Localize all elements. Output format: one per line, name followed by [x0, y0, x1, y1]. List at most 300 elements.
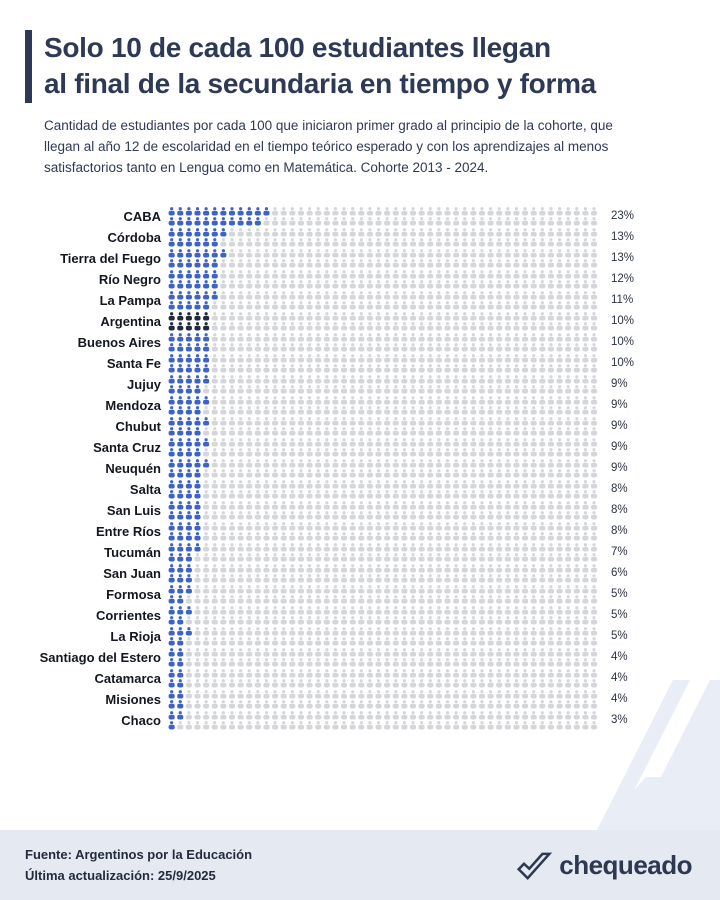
- person-icon: [393, 333, 399, 341]
- person-icon: [281, 637, 287, 645]
- person-icon: [470, 564, 476, 572]
- person-icon: [358, 291, 364, 299]
- person-icon: [203, 490, 209, 498]
- person-icon: [307, 312, 313, 320]
- person-icon: [375, 679, 381, 687]
- person-icon: [324, 616, 330, 624]
- person-icon: [488, 217, 494, 225]
- person-icon: [186, 333, 192, 341]
- person-icon: [531, 627, 537, 635]
- person-icon: [556, 574, 562, 582]
- person-icon: [488, 459, 494, 467]
- person-icon: [479, 459, 485, 467]
- person-icon: [522, 511, 528, 519]
- person-icon: [401, 627, 407, 635]
- person-icon: [212, 711, 218, 719]
- person-icon: [574, 637, 580, 645]
- person-icon: [272, 459, 278, 467]
- person-icon: [565, 291, 571, 299]
- person-icon: [246, 207, 252, 215]
- person-icon: [298, 301, 304, 309]
- person-icon: [539, 228, 545, 236]
- person-icon: [272, 585, 278, 593]
- person-icon: [263, 354, 269, 362]
- percentage-label: 4%: [611, 693, 628, 706]
- person-icon: [238, 658, 244, 666]
- person-icon: [350, 574, 356, 582]
- person-icon: [358, 375, 364, 383]
- person-icon: [513, 333, 519, 341]
- person-icon: [315, 259, 321, 267]
- person-icon: [384, 291, 390, 299]
- person-icon: [194, 459, 200, 467]
- person-icon: [591, 312, 597, 320]
- person-icon: [263, 343, 269, 351]
- person-icon: [272, 312, 278, 320]
- person-icon: [548, 658, 554, 666]
- person-icon: [246, 343, 252, 351]
- person-icon: [410, 322, 416, 330]
- person-icon: [367, 417, 373, 425]
- person-icon: [462, 438, 468, 446]
- person-icon: [263, 228, 269, 236]
- person-icon: [298, 238, 304, 246]
- person-icon: [315, 648, 321, 656]
- person-icon: [229, 396, 235, 404]
- person-icon: [462, 627, 468, 635]
- percentage-label: 6%: [611, 567, 628, 580]
- person-icon: [229, 648, 235, 656]
- person-icon: [531, 501, 537, 509]
- person-icon: [220, 574, 226, 582]
- person-icon: [539, 480, 545, 488]
- person-icon: [281, 501, 287, 509]
- person-icon: [522, 343, 528, 351]
- person-icon: [531, 532, 537, 540]
- province-label: San Luis: [106, 502, 161, 518]
- person-icon: [496, 658, 502, 666]
- person-icon: [427, 217, 433, 225]
- person-icon: [332, 375, 338, 383]
- person-icon: [229, 427, 235, 435]
- person-icon: [488, 648, 494, 656]
- person-icon: [531, 228, 537, 236]
- person-icon: [488, 469, 494, 477]
- person-icon: [393, 438, 399, 446]
- person-icon: [462, 616, 468, 624]
- person-icon: [289, 679, 295, 687]
- person-icon: [177, 721, 183, 729]
- person-icon: [220, 553, 226, 561]
- person-icon: [358, 711, 364, 719]
- person-icon: [591, 564, 597, 572]
- person-icon: [574, 648, 580, 656]
- person-icon: [298, 690, 304, 698]
- person-icon: [246, 606, 252, 614]
- person-icon: [462, 259, 468, 267]
- person-icon: [350, 375, 356, 383]
- person-icon: [488, 721, 494, 729]
- person-icon: [574, 606, 580, 614]
- person-icon: [496, 280, 502, 288]
- person-icon: [194, 585, 200, 593]
- person-icon: [238, 406, 244, 414]
- person-icon: [281, 228, 287, 236]
- person-icon: [375, 364, 381, 372]
- person-icon: [203, 553, 209, 561]
- person-icon: [384, 648, 390, 656]
- person-icon: [488, 553, 494, 561]
- person-icon: [427, 606, 433, 614]
- pictogram-row-icons: [168, 585, 599, 604]
- person-icon: [419, 721, 425, 729]
- person-icon: [444, 711, 450, 719]
- person-icon: [332, 511, 338, 519]
- person-icon: [246, 322, 252, 330]
- province-label: Santa Fe: [106, 355, 161, 371]
- person-icon: [307, 238, 313, 246]
- person-icon: [470, 259, 476, 267]
- person-icon: [444, 700, 450, 708]
- person-icon: [436, 343, 442, 351]
- person-icon: [238, 543, 244, 551]
- person-icon: [332, 406, 338, 414]
- person-icon: [358, 364, 364, 372]
- person-icon: [358, 427, 364, 435]
- person-icon: [246, 669, 252, 677]
- person-icon: [479, 396, 485, 404]
- person-icon: [384, 280, 390, 288]
- person-icon: [229, 480, 235, 488]
- person-icon: [324, 280, 330, 288]
- person-icon: [272, 711, 278, 719]
- person-icon: [522, 417, 528, 425]
- person-icon: [367, 669, 373, 677]
- person-icon: [229, 574, 235, 582]
- person-icon: [531, 291, 537, 299]
- person-icon: [246, 406, 252, 414]
- person-icon: [212, 501, 218, 509]
- person-icon: [281, 343, 287, 351]
- person-icon: [453, 574, 459, 582]
- person-icon: [436, 616, 442, 624]
- person-icon: [556, 354, 562, 362]
- person-icon: [419, 354, 425, 362]
- person-icon: [548, 637, 554, 645]
- person-icon: [591, 343, 597, 351]
- person-icon: [453, 249, 459, 257]
- person-icon: [341, 238, 347, 246]
- person-icon: [169, 459, 175, 467]
- person-icon: [436, 238, 442, 246]
- person-icon: [367, 711, 373, 719]
- person-icon: [332, 669, 338, 677]
- person-icon: [496, 711, 502, 719]
- person-icon: [194, 280, 200, 288]
- person-icon: [315, 469, 321, 477]
- person-icon: [194, 259, 200, 267]
- person-icon: [582, 637, 588, 645]
- person-icon: [203, 679, 209, 687]
- person-icon: [298, 585, 304, 593]
- person-icon: [574, 480, 580, 488]
- person-icon: [591, 448, 597, 456]
- person-icon: [169, 406, 175, 414]
- person-icon: [186, 648, 192, 656]
- person-icon: [393, 343, 399, 351]
- person-icon: [427, 501, 433, 509]
- person-icon: [238, 364, 244, 372]
- person-icon: [531, 690, 537, 698]
- person-icon: [410, 448, 416, 456]
- person-icon: [479, 700, 485, 708]
- person-icon: [513, 522, 519, 530]
- person-icon: [212, 700, 218, 708]
- person-icon: [238, 480, 244, 488]
- person-icon: [479, 448, 485, 456]
- person-icon: [505, 364, 511, 372]
- person-icon: [255, 711, 261, 719]
- person-icon: [315, 417, 321, 425]
- person-icon: [238, 574, 244, 582]
- person-icon: [289, 291, 295, 299]
- person-icon: [505, 333, 511, 341]
- person-icon: [332, 679, 338, 687]
- person-icon: [169, 301, 175, 309]
- person-icon: [513, 679, 519, 687]
- person-icon: [212, 333, 218, 341]
- person-icon: [229, 627, 235, 635]
- person-icon: [565, 711, 571, 719]
- province-label: Córdoba: [107, 229, 161, 245]
- person-icon: [324, 553, 330, 561]
- person-icon: [246, 270, 252, 278]
- person-icon: [556, 585, 562, 593]
- person-icon: [505, 448, 511, 456]
- person-icon: [358, 354, 364, 362]
- person-icon: [410, 291, 416, 299]
- person-icon: [539, 648, 545, 656]
- person-icon: [531, 249, 537, 257]
- person-icon: [488, 291, 494, 299]
- percentage-label: 5%: [611, 630, 628, 643]
- person-icon: [384, 312, 390, 320]
- person-icon: [556, 669, 562, 677]
- person-icon: [591, 511, 597, 519]
- person-icon: [238, 259, 244, 267]
- person-icon: [255, 280, 261, 288]
- person-icon: [591, 238, 597, 246]
- person-icon: [281, 459, 287, 467]
- person-icon: [427, 543, 433, 551]
- person-icon: [496, 207, 502, 215]
- person-icon: [479, 711, 485, 719]
- person-icon: [298, 564, 304, 572]
- person-icon: [505, 553, 511, 561]
- pictogram-row-icons: [168, 606, 599, 625]
- person-icon: [505, 616, 511, 624]
- person-icon: [169, 721, 175, 729]
- person-icon: [186, 259, 192, 267]
- person-icon: [341, 595, 347, 603]
- person-icon: [169, 690, 175, 698]
- person-icon: [220, 669, 226, 677]
- person-icon: [341, 270, 347, 278]
- person-icon: [220, 427, 226, 435]
- person-icon: [186, 522, 192, 530]
- person-icon: [470, 448, 476, 456]
- person-icon: [229, 301, 235, 309]
- person-icon: [591, 522, 597, 530]
- person-icon: [427, 553, 433, 561]
- person-icon: [212, 564, 218, 572]
- person-icon: [315, 312, 321, 320]
- person-icon: [263, 259, 269, 267]
- person-icon: [298, 312, 304, 320]
- person-icon: [263, 480, 269, 488]
- person-icon: [350, 333, 356, 341]
- person-icon: [212, 469, 218, 477]
- person-icon: [324, 448, 330, 456]
- person-icon: [350, 427, 356, 435]
- person-icon: [281, 312, 287, 320]
- person-icon: [531, 679, 537, 687]
- person-icon: [531, 700, 537, 708]
- person-icon: [556, 438, 562, 446]
- person-icon: [436, 658, 442, 666]
- person-icon: [203, 438, 209, 446]
- person-icon: [255, 438, 261, 446]
- person-icon: [203, 637, 209, 645]
- person-icon: [246, 574, 252, 582]
- person-icon: [410, 564, 416, 572]
- person-icon: [384, 690, 390, 698]
- person-icon: [436, 532, 442, 540]
- person-icon: [488, 669, 494, 677]
- person-icon: [513, 711, 519, 719]
- person-icon: [307, 700, 313, 708]
- person-icon: [307, 564, 313, 572]
- person-icon: [591, 438, 597, 446]
- person-icon: [582, 627, 588, 635]
- person-icon: [384, 270, 390, 278]
- person-icon: [246, 364, 252, 372]
- person-icon: [488, 616, 494, 624]
- person-icon: [281, 564, 287, 572]
- person-icon: [246, 543, 252, 551]
- person-icon: [462, 469, 468, 477]
- person-icon: [186, 553, 192, 561]
- person-icon: [169, 259, 175, 267]
- person-icon: [203, 616, 209, 624]
- person-icon: [384, 501, 390, 509]
- person-icon: [246, 259, 252, 267]
- person-icon: [375, 427, 381, 435]
- person-icon: [427, 637, 433, 645]
- person-icon: [272, 259, 278, 267]
- person-icon: [263, 385, 269, 393]
- person-icon: [582, 721, 588, 729]
- person-icon: [350, 616, 356, 624]
- person-icon: [444, 637, 450, 645]
- person-icon: [298, 711, 304, 719]
- person-icon: [367, 406, 373, 414]
- person-icon: [212, 280, 218, 288]
- person-icon: [289, 637, 295, 645]
- person-icon: [453, 627, 459, 635]
- person-icon: [367, 658, 373, 666]
- person-icon: [307, 574, 313, 582]
- person-icon: [324, 312, 330, 320]
- person-icon: [453, 532, 459, 540]
- chart-row: [8, 332, 720, 353]
- person-icon: [539, 511, 545, 519]
- person-icon: [548, 322, 554, 330]
- person-icon: [220, 301, 226, 309]
- person-icon: [332, 648, 338, 656]
- person-icon: [324, 637, 330, 645]
- person-icon: [419, 385, 425, 393]
- person-icon: [272, 627, 278, 635]
- source-text: Fuente: Argentinos por la Educación: [25, 846, 253, 862]
- person-icon: [332, 522, 338, 530]
- person-icon: [324, 501, 330, 509]
- person-icon: [255, 511, 261, 519]
- person-icon: [393, 627, 399, 635]
- person-icon: [220, 606, 226, 614]
- person-icon: [220, 501, 226, 509]
- person-icon: [375, 490, 381, 498]
- person-icon: [436, 207, 442, 215]
- person-icon: [470, 385, 476, 393]
- person-icon: [246, 427, 252, 435]
- person-icon: [505, 490, 511, 498]
- person-icon: [556, 417, 562, 425]
- person-icon: [186, 354, 192, 362]
- person-icon: [539, 553, 545, 561]
- percentage-label: 4%: [611, 672, 628, 685]
- person-icon: [220, 385, 226, 393]
- person-icon: [289, 448, 295, 456]
- person-icon: [384, 595, 390, 603]
- person-icon: [203, 238, 209, 246]
- person-icon: [307, 396, 313, 404]
- person-icon: [444, 385, 450, 393]
- person-icon: [548, 700, 554, 708]
- person-icon: [444, 280, 450, 288]
- person-icon: [462, 448, 468, 456]
- person-icon: [591, 669, 597, 677]
- person-icon: [539, 333, 545, 341]
- person-icon: [272, 511, 278, 519]
- person-icon: [350, 312, 356, 320]
- person-icon: [505, 228, 511, 236]
- person-icon: [522, 627, 528, 635]
- person-icon: [436, 217, 442, 225]
- person-icon: [255, 574, 261, 582]
- person-icon: [410, 228, 416, 236]
- person-icon: [220, 637, 226, 645]
- person-icon: [410, 658, 416, 666]
- person-icon: [367, 501, 373, 509]
- percentage-label: 13%: [611, 231, 635, 244]
- person-icon: [272, 333, 278, 341]
- person-icon: [246, 616, 252, 624]
- chart-row: [8, 416, 720, 437]
- person-icon: [548, 417, 554, 425]
- person-icon: [177, 322, 183, 330]
- person-icon: [350, 228, 356, 236]
